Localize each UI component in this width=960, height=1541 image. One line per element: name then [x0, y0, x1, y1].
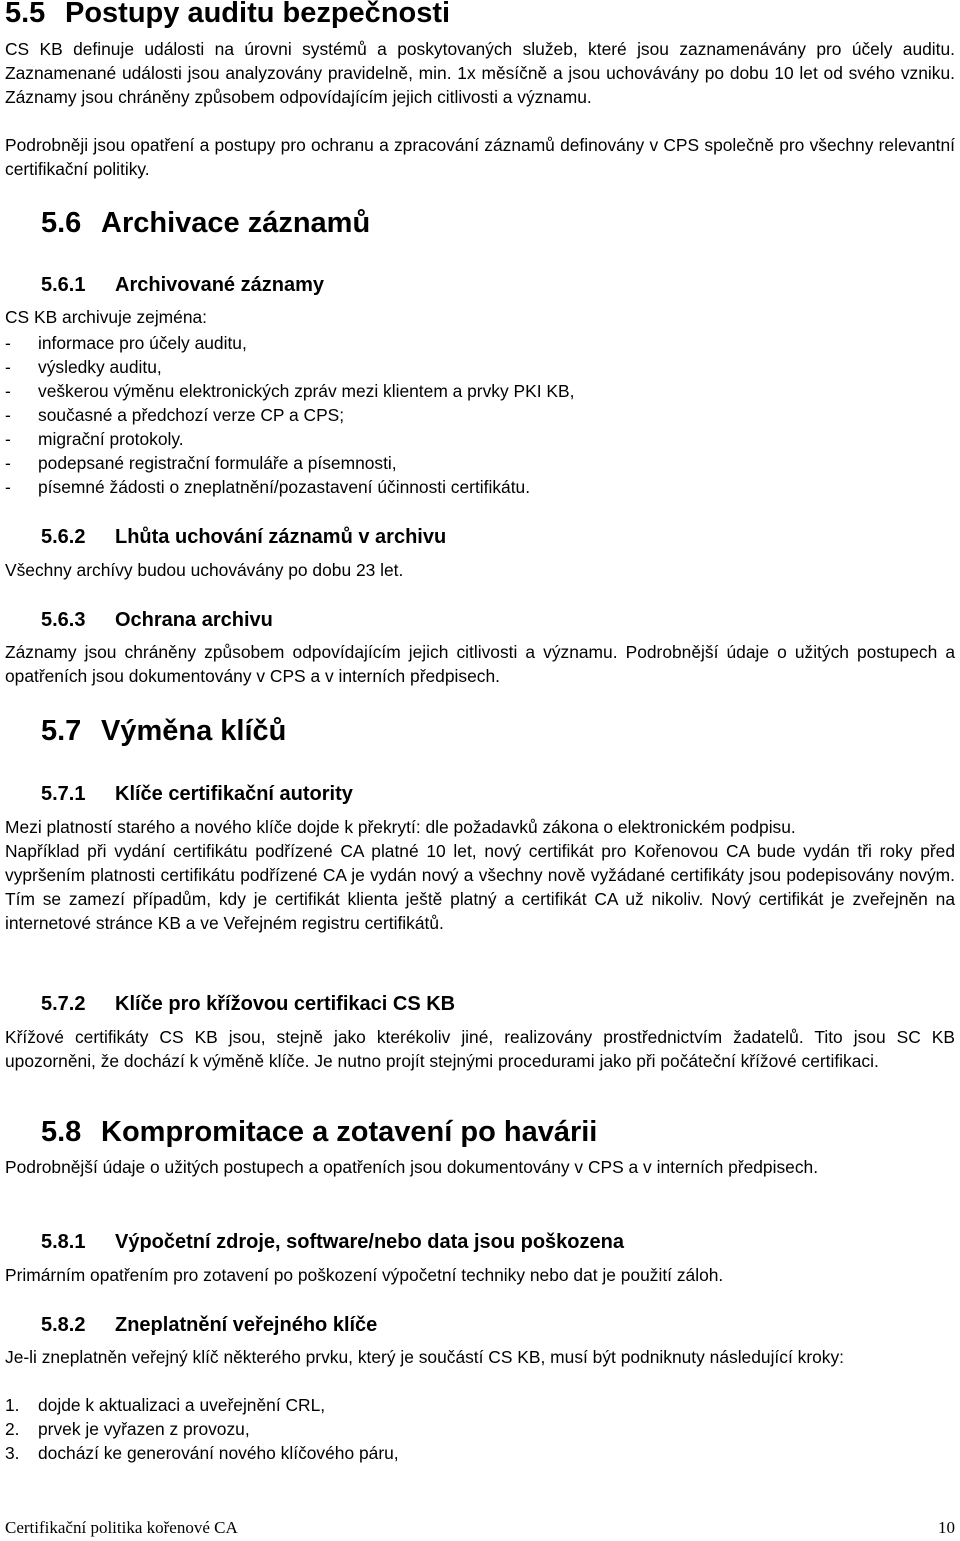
subsection-title: Klíče certifikační autority [115, 783, 353, 805]
archive-intro: CS KB archivuje zejména: [5, 307, 208, 327]
subsection-5-6-3-text: Záznamy jsou chráněny způsobem odpovídajícím jejich citlivosti a významu. Podrobnější údaje o užitých postupech a opatřeních jsou dokumentovány v CPS a v interních předpisech. [5, 642, 955, 686]
footer-title: Certifikační politika kořenové CA [5, 1518, 238, 1537]
section-number: 5.7 [41, 715, 82, 747]
subsection-title: Archivované záznamy [115, 274, 324, 296]
page-number: 10 [938, 1518, 955, 1537]
list-item: 2. prvek je vyřazen z provozu, [5, 1419, 250, 1439]
list-item: - podepsané registrační formuláře a písemnosti, [5, 453, 397, 473]
section-5-5-heading [5, 0, 955, 30]
section-title: Kompromitace a zotavení po havárii [101, 1116, 598, 1148]
subsection-5-7-1-paragraph-1: Mezi platností starého a nového klíče dojde k překrytí: dle požadavků zákona o elektronickém podpisu. [5, 817, 796, 837]
section-5-8-text: Podrobnější údaje o užitých postupech a opatřeních jsou dokumentovány v CPS a v interních předpisech. [5, 1157, 819, 1177]
section-number: 5.8 [41, 1116, 82, 1148]
subsection-5-8-2-heading [41, 1313, 960, 1337]
section-5-7-heading [41, 714, 960, 748]
list-item: - migrační protokoly. [5, 429, 184, 449]
subsection-number: 5.8.1 [41, 1231, 86, 1253]
subsection-title: Ochrana archivu [115, 609, 273, 631]
list-item: - písemné žádosti o zneplatnění/pozastavení účinnosti certifikátu. [5, 477, 531, 497]
subsection-5-6-3-heading [41, 608, 960, 632]
section-5-8-heading [41, 1115, 960, 1149]
section-title: Výměna klíčů [101, 715, 287, 747]
subsection-title: Lhůta uchování záznamů v archivu [115, 526, 447, 548]
section-5-5-paragraph-2: Podrobněji jsou opatření a postupy pro ochranu a zpracování záznamů definovány v CPS společně pro všechny relevantní certifikační politiky. [5, 135, 955, 179]
subsection-title: Klíče pro křížovou certifikaci CS KB [115, 993, 456, 1015]
subsection-5-6-2-text: Všechny archívy budou uchovávány po dobu 23 let. [5, 560, 404, 580]
subsection-title: Výpočetní zdroje, software/nebo data jsou poškozena [115, 1231, 624, 1253]
section-5-5-paragraph-1: CS KB definuje události na úrovni systémů a poskytovaných služeb, které jsou zaznamenávány pro účely auditu. Zaznamenané události jsou analyzovány pravidelně, min. 1x měsíčně a jsou uchovávány po dobu 10 let od svého vzniku. Záznamy jsou chráněny způsobem odpovídajícím jejich citlivosti a významu. [5, 39, 955, 107]
subsection-5-7-1-heading [41, 782, 960, 806]
subsection-5-6-1-heading [41, 273, 960, 297]
section-title: Postupy auditu bezpečnosti [65, 0, 451, 29]
subsection-5-6-2-heading [41, 525, 960, 549]
list-item: - současné a předchozí verze CP a CPS; [5, 405, 345, 425]
subsection-5-7-2-text: Křížové certifikáty CS KB jsou, stejně jako kterékoliv jiné, realizovány prostřednictvím žadatelů. Tito jsou SC KB upozorněni, že dochází k výměně klíče. Je nutno projít stejnými procedurami jako při počáteční křížové certifikaci. [5, 1027, 955, 1071]
subsection-5-8-2-text: Je-li zneplatněn veřejný klíč některého prvku, který je součástí CS KB, musí být podniknuty následující kroky: [5, 1347, 845, 1367]
section-5-6-heading [41, 206, 960, 240]
list-item: 1. dojde k aktualizaci a uveřejnění CRL, [5, 1395, 326, 1415]
list-item: - veškerou výměnu elektronických zpráv mezi klientem a prvky PKI KB, [5, 381, 575, 401]
subsection-number: 5.6.3 [41, 609, 86, 631]
subsection-number: 5.8.2 [41, 1314, 86, 1336]
subsection-title: Zneplatnění veřejného klíče [115, 1314, 378, 1336]
subsection-number: 5.7.1 [41, 783, 86, 805]
subsection-number: 5.6.1 [41, 274, 86, 296]
subsection-5-7-2-heading [41, 992, 960, 1016]
section-title: Archivace záznamů [101, 207, 371, 239]
section-number: 5.5 [5, 0, 46, 29]
list-item: 3. dochází ke generování nového klíčového páru, [5, 1443, 399, 1463]
list-item: - informace pro účely auditu, [5, 333, 247, 353]
subsection-5-8-1-heading [41, 1230, 960, 1254]
list-item: - výsledky auditu, [5, 357, 162, 377]
subsection-number: 5.7.2 [41, 993, 86, 1015]
subsection-5-7-1-paragraph-2: Například při vydání certifikátu podřízené CA platné 10 let, nový certifikát pro Kořenovou CA bude vydán tři roky před vypršením platnosti certifikátu podřízené CA je vydán nový a všechny nově vyžádané certifikáty jsou podepisovány novým. Tím se zamezí případům, kdy je certifikát klienta ještě platný a certifikát CA už nikoliv. Nový certifikát je zveřejněn na internetové stránce KB a ve Veřejném registru certifikátů. [5, 841, 955, 933]
subsection-number: 5.6.2 [41, 526, 86, 548]
subsection-5-8-1-text: Primárním opatřením pro zotavení po poškození výpočetní techniky nebo dat je použití záloh. [5, 1265, 724, 1285]
section-number: 5.6 [41, 207, 82, 239]
